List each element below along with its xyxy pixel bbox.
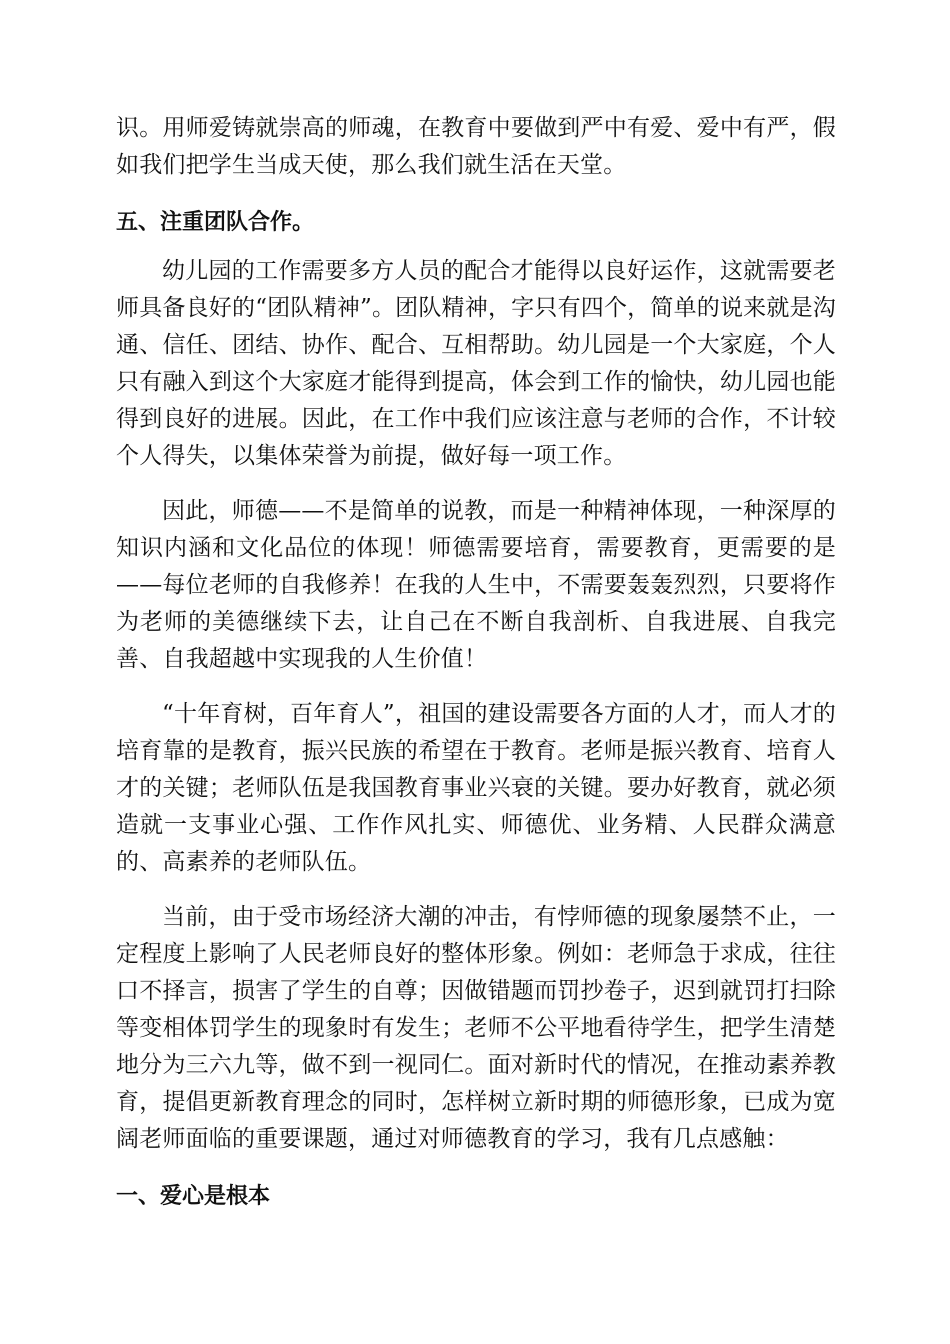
section-heading-5: 五、注重团队合作。	[116, 210, 315, 235]
paragraph-teamwork: 幼儿园的工作需要多方人员的配合才能得以良好运作，这就需要老师具备良好的“团队精神”。团队精神，字只有四个，简单的说来就是沟通、信任、团结、协作、配合、互相帮助。幼儿园是一个大家庭，个人只有融入到这个大家庭才能得到提高，体会到工作的愉快，幼儿园也能得到良好的进展。因此，在工作中我们应该注意与老师的合作，不计较个人得失，以集体荣誉为前提，做好每一项工作。	[116, 258, 836, 469]
paragraph-teacher-ethics: 因此，师德——不是简单的说教，而是一种精神体现，一种深厚的知识内涵和文化品位的体现！师德需要培育，需要教育，更需要的是——每位老师的自我修养！在我的人生中，不需要轰轰烈烈，只要将作为老师的美德继续下去，让自己在不断自我剖析、自我进展、自我完善、自我超越中实现我的人生价值！	[116, 498, 836, 672]
paragraph-education: “十年育树，百年育人”，祖国的建设需要各方面的人才，而人才的培育靠的是教育，振兴民族的希望在于教育。老师是振兴教育、培育人才的关键；老师队伍是我国教育事业兴衰的关键。要办好教育，就必须造就一支事业心强、工作作风扎实、师德优、业务精、人民群众满意的、高素养的老师队伍。	[116, 701, 836, 875]
paragraph-continuation: 识。用师爱铸就崇高的师魂，在教育中要做到严中有爱、爱中有严，假如我们把学生当成天使，那么我们就生活在天堂。	[116, 115, 836, 178]
section-heading-1: 一、爱心是根本	[116, 1184, 271, 1209]
document-body	[116, 110, 836, 1215]
paragraph-current-situation: 当前，由于受市场经济大潮的冲击，有悖师德的现象屡禁不止，一定程度上影响了人民老师良好的整体形象。例如：老师急于求成，往往口不择言，损害了学生的自尊；因做错题而罚抄卷子，迟到就罚打扫除等变相体罚学生的现象时有发生；老师不公平地看待学生，把学生清楚地分为三六九等，做不到一视同仁。面对新时代的情况，在推动素养教育，提倡更新教育理念的同时，怎样树立新时期的师德形象，已成为宽阔老师面临的重要课题，通过对师德教育的学习，我有几点感触：	[116, 904, 836, 1152]
